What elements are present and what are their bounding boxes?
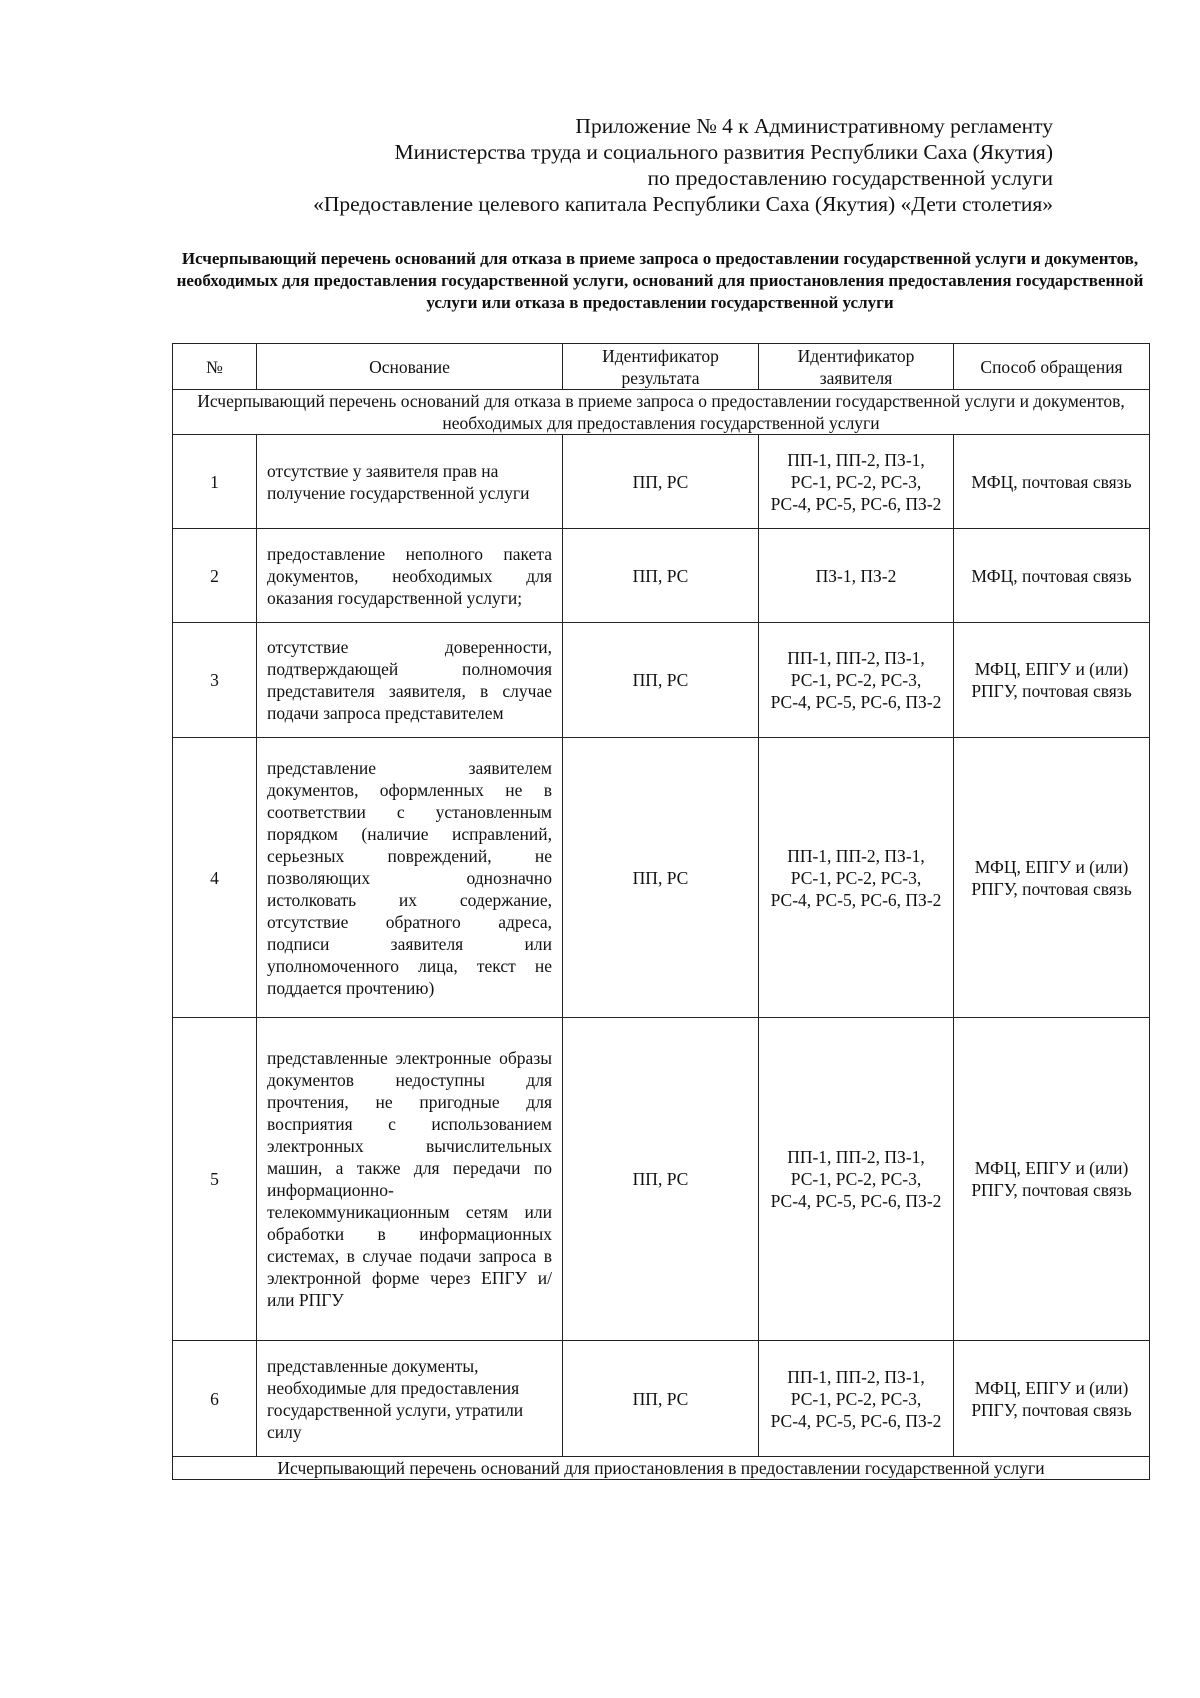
- section-row-suspension: [173, 1457, 1150, 1480]
- row-method: МФЦ, почтовая связь: [954, 529, 1150, 623]
- row-result-id: ПП, РС: [563, 1341, 759, 1457]
- row-method: МФЦ, ЕПГУ и (или) РПГУ, почтовая связь: [954, 623, 1150, 738]
- row-method: МФЦ, ЕПГУ и (или) РПГУ, почтовая связь: [954, 1018, 1150, 1341]
- row-method: МФЦ, ЕПГУ и (или) РПГУ, почтовая связь: [954, 738, 1150, 1018]
- row-result-id: ПП, РС: [563, 529, 759, 623]
- table-row: [173, 1341, 1150, 1457]
- row-result-id: ПП, РС: [563, 1018, 759, 1341]
- row-applicant-id: ПП-1, ПП-2, ПЗ-1, РС-1, РС-2, РС-3, РС-4, РС-5, РС-6, ПЗ-2: [759, 738, 954, 1018]
- row-applicant-id: ПЗ-1, ПЗ-2: [759, 529, 954, 623]
- section-title: Исчерпывающий перечень оснований для приостановления в предоставлении государственной услуги: [173, 1457, 1150, 1480]
- header-basis: Основание: [257, 344, 563, 390]
- document-header: [313, 113, 1053, 217]
- row-num: 2: [173, 529, 257, 623]
- header-line-3: по предоставлению государственной услуги: [647, 166, 1053, 190]
- row-basis: отсутствие у заявителя прав на получение государственной услуги: [257, 435, 563, 529]
- row-num: 3: [173, 623, 257, 738]
- section-row-refusal: [173, 390, 1150, 435]
- table-row: [173, 623, 1150, 738]
- row-result-id: ПП, РС: [563, 623, 759, 738]
- row-applicant-id: ПП-1, ПП-2, ПЗ-1, РС-1, РС-2, РС-3, РС-4, РС-5, РС-6, ПЗ-2: [759, 1341, 954, 1457]
- table-row: [173, 529, 1150, 623]
- header-line-4: «Предоставление целевого капитала Республики Саха (Якутия) «Дети столетия»: [313, 192, 1053, 216]
- table-row: [173, 435, 1150, 529]
- row-applicant-id: ПП-1, ПП-2, ПЗ-1, РС-1, РС-2, РС-3, РС-4, РС-5, РС-6, ПЗ-2: [759, 435, 954, 529]
- row-basis: представленные документы, необходимые для предоставления государственной услуги, утратили силу: [257, 1341, 563, 1457]
- table-row: [173, 1018, 1150, 1341]
- row-applicant-id: ПП-1, ПП-2, ПЗ-1, РС-1, РС-2, РС-3, РС-4, РС-5, РС-6, ПЗ-2: [759, 623, 954, 738]
- header-method: Способ обращения: [954, 344, 1150, 390]
- row-applicant-id: ПП-1, ПП-2, ПЗ-1, РС-1, РС-2, РС-3, РС-4, РС-5, РС-6, ПЗ-2: [759, 1018, 954, 1341]
- row-num: 6: [173, 1341, 257, 1457]
- row-result-id: ПП, РС: [563, 738, 759, 1018]
- grounds-table: [172, 343, 1150, 1480]
- row-num: 1: [173, 435, 257, 529]
- row-basis: представленные электронные образы документов недоступны для прочтения, не пригодные для восприятия с использованием электронных вычислительных машин, а также для передачи по информационно-телекоммуникационным сетям или обработки в информационных системах, в случае подачи запроса в электронной форме через ЕПГУ и/или РПГУ: [257, 1018, 563, 1341]
- row-num: 4: [173, 738, 257, 1018]
- table-row: [173, 738, 1150, 1018]
- header-result-id: Идентификатор результата: [563, 344, 759, 390]
- row-method: МФЦ, ЕПГУ и (или) РПГУ, почтовая связь: [954, 1341, 1150, 1457]
- header-applicant-id: Идентификатор заявителя: [759, 344, 954, 390]
- row-num: 5: [173, 1018, 257, 1341]
- header-line-2: Министерства труда и социального развития Республики Саха (Якутия): [394, 140, 1053, 164]
- row-basis: представление заявителем документов, оформленных не в соответствии с установленным порядком (наличие исправлений, серьезных повреждений, не позволяющих однозначно истолковать их содержание, отсутствие обратного адреса, подписи заявителя или уполномоченного лица, текст не поддается прочтению): [257, 738, 563, 1018]
- row-basis: предоставление неполного пакета документов, необходимых для оказания государственной услуги;: [257, 529, 563, 623]
- document-title: Исчерпывающий перечень оснований для отказа в приеме запроса о предоставлении государственной услуги и документов, необходимых для предоставления государственной услуги, оснований для приостановления предоставления государственной услуги или отказа в предоставлении государственной услуги: [176, 249, 1144, 312]
- row-result-id: ПП, РС: [563, 435, 759, 529]
- table-header-row: [173, 344, 1150, 390]
- section-title: Исчерпывающий перечень оснований для отказа в приеме запроса о предоставлении государственной услуги и документов, необходимых для предоставления государственной услуги: [173, 390, 1150, 435]
- header-num: №: [173, 344, 257, 390]
- header-line-1: Приложение № 4 к Административному регламенту: [575, 114, 1053, 138]
- row-method: МФЦ, почтовая связь: [954, 435, 1150, 529]
- row-basis: отсутствие доверенности, подтверждающей полномочия представителя заявителя, в случае подачи запроса представителем: [257, 623, 563, 738]
